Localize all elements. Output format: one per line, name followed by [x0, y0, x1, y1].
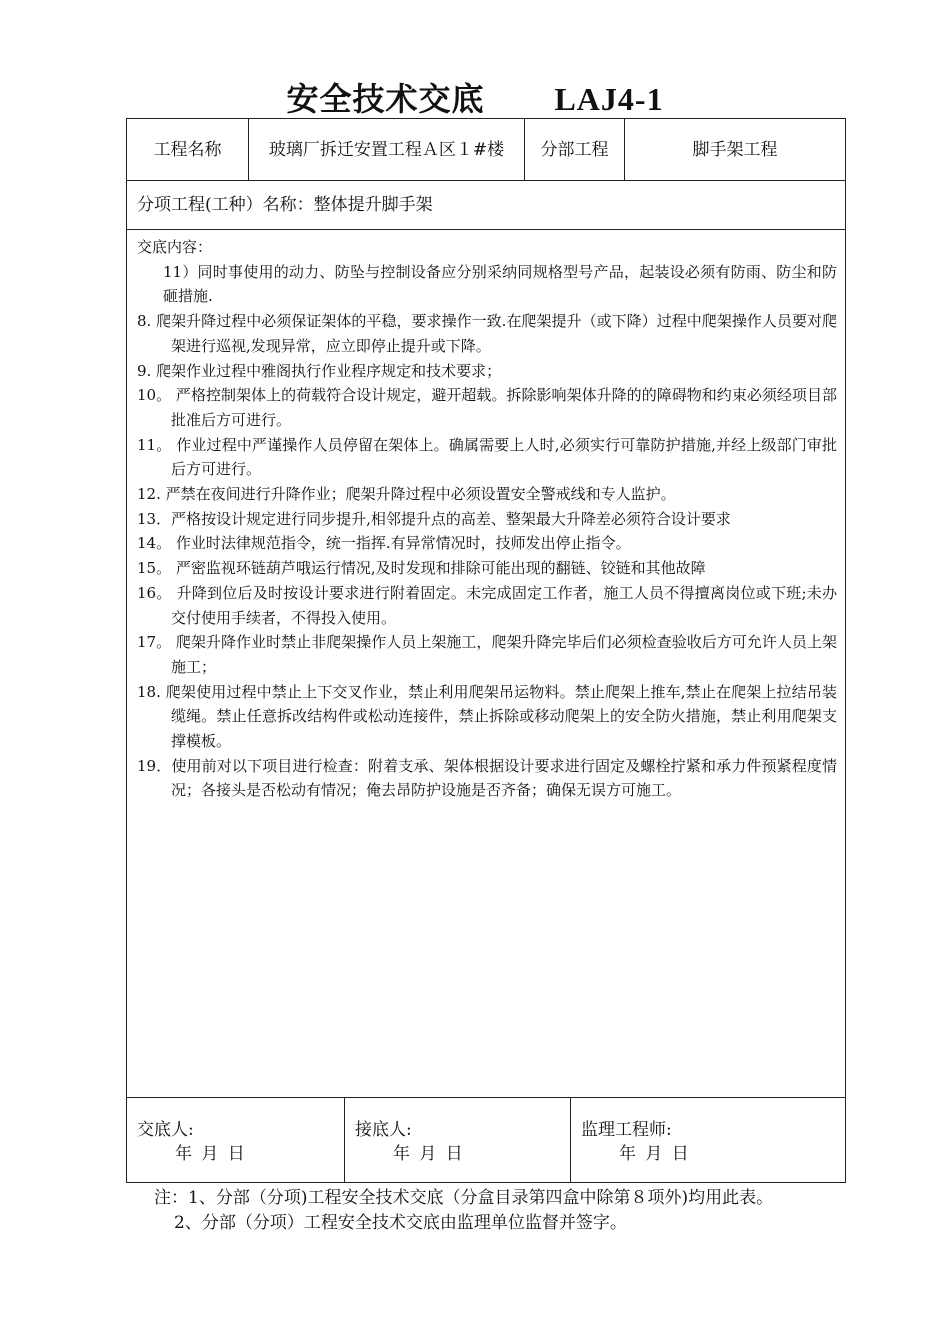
content-item: 9. 爬架作业过程中雅阁执行作业程序规定和技术要求； [137, 361, 502, 380]
content-item: 8. 爬架升降过程中必须保证架体的平稳，要求操作一致.在爬架提升（或下降）过程中爬架操作人员要对爬架进行巡视,发现异常，应立即停止提升或下降。 [137, 312, 837, 355]
content-item: 15。 严密监视环链葫芦哦运行情况,及时发现和排除可能出现的翻链、铰链和其他故障 [137, 559, 706, 578]
form-code: LAJ4-1 [554, 81, 664, 117]
content-item: 16。 升降到位后及时按设计要求进行附着固定。未完成固定工作者，施工人员不得擅离岗位或下班;未办交付使用手续者，不得投入使用。 [137, 583, 837, 627]
project-name-value: 玻璃厂拆迁安置工程Ａ区１#楼 [249, 119, 525, 180]
item-name-row: 分项工程(工种）名称：整体提升脚手架 [127, 180, 845, 230]
content-label: 交底内容： [137, 238, 213, 256]
content-item: 18. 爬架使用过程中禁止上下交叉作业，禁止利用爬架吊运物料。禁止爬架上推车,禁止在爬架上拉结吊装缆绳。禁止任意拆改结构件或松动连接件，禁止拆除或移动爬架上的安全防火措施，禁止利用爬架支撑模板。 [137, 682, 837, 751]
content-item: 10。 严格控制架体上的荷载符合设计规定，避开超载。拆除影响架体升降的的障碍物和约束必须经项目部批准后方可进行。 [137, 386, 837, 429]
title-text: 安全技术交底 [286, 80, 485, 118]
receiver-cell [345, 1098, 571, 1183]
disclosure-content [127, 230, 845, 1098]
supervisor-date: 年 月 日 [619, 1144, 691, 1164]
content-item: 11。 作业过程中严谨操作人员停留在架体上。确属需要上人时,必须实行可靠防护措施,并经上级部门审批后方可进行。 [137, 435, 837, 479]
discloser-label: 交底人: [137, 1120, 194, 1140]
receiver-date: 年 月 日 [393, 1144, 465, 1164]
content-item: 14。 作业时法律规范指令，统一指挥.有异常情况时，技师发出停止指令。 [137, 534, 631, 553]
note-2: 2、分部（分项）工程安全技术交底由监理单位监督并签字。 [174, 1213, 627, 1233]
sub-project-value: 脚手架工程 [692, 139, 778, 160]
discloser-cell [127, 1098, 345, 1183]
supervisor-cell [571, 1098, 845, 1183]
signature-row [127, 1098, 845, 1183]
supervisor-label: 监理工程师: [581, 1120, 672, 1140]
receiver-label: 接底人: [355, 1120, 412, 1140]
footnotes [154, 1186, 844, 1236]
project-info-row [127, 119, 845, 181]
content-item: 12. 严禁在夜间进行升降作业；爬架升降过程中必须设置安全警戒线和专人监护。 [137, 485, 676, 504]
content-item: 11）同时事使用的动力、防坠与控制设备应分别采纳同规格型号产品，起装设必须有防雨、防尘和防砸措施. [163, 262, 837, 306]
document-title [0, 74, 950, 118]
disclosure-form [126, 118, 846, 1183]
project-name-label: 工程名称 [127, 119, 249, 180]
sub-project-label: 分部工程 [525, 119, 625, 180]
content-item: 17。 爬架升降作业时禁止非爬架操作人员上架施工，爬架升降完毕后们必须检查验收后方可允许人员上架施工； [137, 633, 837, 676]
content-item: 19．使用前对以下项目进行检查：附着支承、架体根据设计要求进行固定及螺栓拧紧和承力件预紧程度情况；各接头是否松动有情况；俺去昂防护设施是否齐备；确保无误方可施工。 [137, 756, 837, 800]
discloser-date: 年 月 日 [175, 1144, 247, 1164]
content-item: 13．严格按设计规定进行同步提升,相邻提升点的高差、整架最大升降差必须符合设计要求 [137, 509, 731, 528]
note-1: 注：1、分部（分项)工程安全技术交底（分盒目录第四盒中除第８项外)均用此表。 [154, 1188, 774, 1208]
